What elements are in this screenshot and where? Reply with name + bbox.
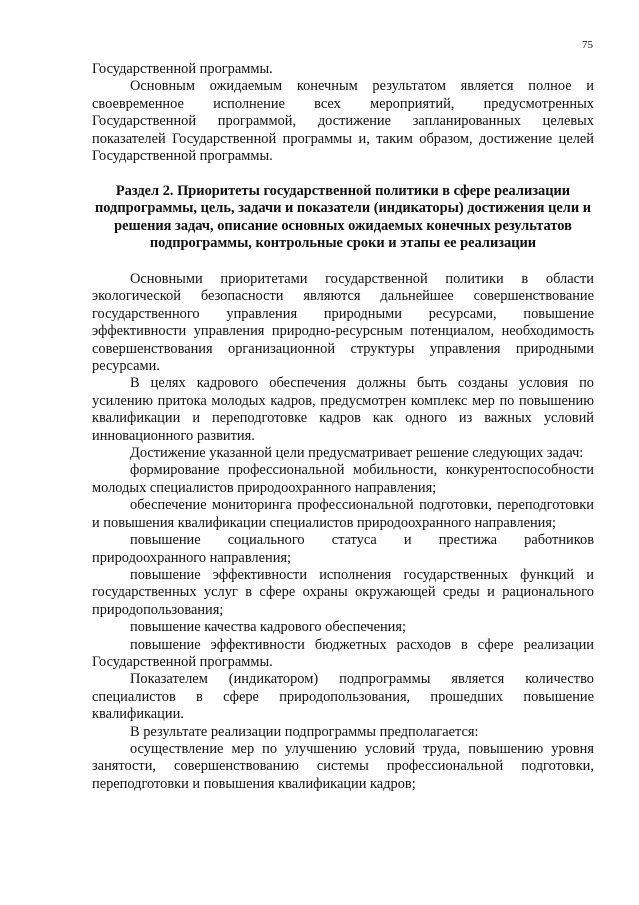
paragraph: В результате реализации подпрограммы предполагается: xyxy=(130,723,479,740)
paragraph: Достижение указанной цели предусматривает решение следующих задач: xyxy=(130,445,584,462)
section-body xyxy=(92,271,594,793)
list-item: осуществление мер по улучшению условий труда, повышению уровня занятости, совершенствованию системы профессиональной подготовки, переподготовки и повышения квалификации кадров; xyxy=(92,740,594,792)
list-item: повышение социального статуса и престижа работников природоохранного направления; xyxy=(92,532,594,566)
paragraph: Основным ожидаемым конечным результатом является полное и своевременное исполнение всех мероприятий, предусмотренных Государственной программой, достижение запланированных целевых показателей Государственной программы и, таким образом, достижение целей Государственной программы. xyxy=(92,78,594,165)
list-item: формирование профессиональной мобильности, конкурентоспособности молодых специалистов природоохранного направления; xyxy=(92,462,594,496)
paragraph: В целях кадрового обеспечения должны быть созданы условия по усилению притока молодых кадров, предусмотрен комплекс мер по повышению квалификации и переподготовке кадров как одного из важных условий инновационного развития. xyxy=(92,375,594,444)
paragraph: Государственной программы. xyxy=(92,61,273,77)
paragraph: Основными приоритетами государственной политики в области экологической безопасности являются дальнейшее совершенствование государственного управления природными ресурсами, повышение эффективности управления природно-ресурсным потенциалом, необходимость совершенствования организационной структуры управления природными ресурсами. xyxy=(92,271,594,375)
list-item: повышение эффективности бюджетных расходов в сфере реализации Государственной программы. xyxy=(92,636,594,670)
page-number: 75 xyxy=(582,39,593,51)
list-item: повышение эффективности исполнения государственных функций и государственных услуг в сфере охраны окружающей среды и рационального природопользования; xyxy=(92,566,594,618)
intro-text-block xyxy=(92,61,594,165)
section-heading: Раздел 2. Приоритеты государственной политики в сфере реализации подпрограммы, цель, задачи и показатели (индикаторы) достижения цели и решения задач, описание основных ожидаемых конечных результатов подпрограммы, контрольные сроки и этапы ее реализации xyxy=(94,183,592,252)
list-item: повышение качества кадрового обеспечения; xyxy=(130,619,406,636)
list-item: обеспечение мониторинга профессиональной подготовки, переподготовки и повышения квалификации специалистов природоохранного направления; xyxy=(92,497,594,531)
paragraph: Показателем (индикатором) подпрограммы является количество специалистов в сфере природопользования, прошедших повышение квалификации. xyxy=(92,671,594,723)
